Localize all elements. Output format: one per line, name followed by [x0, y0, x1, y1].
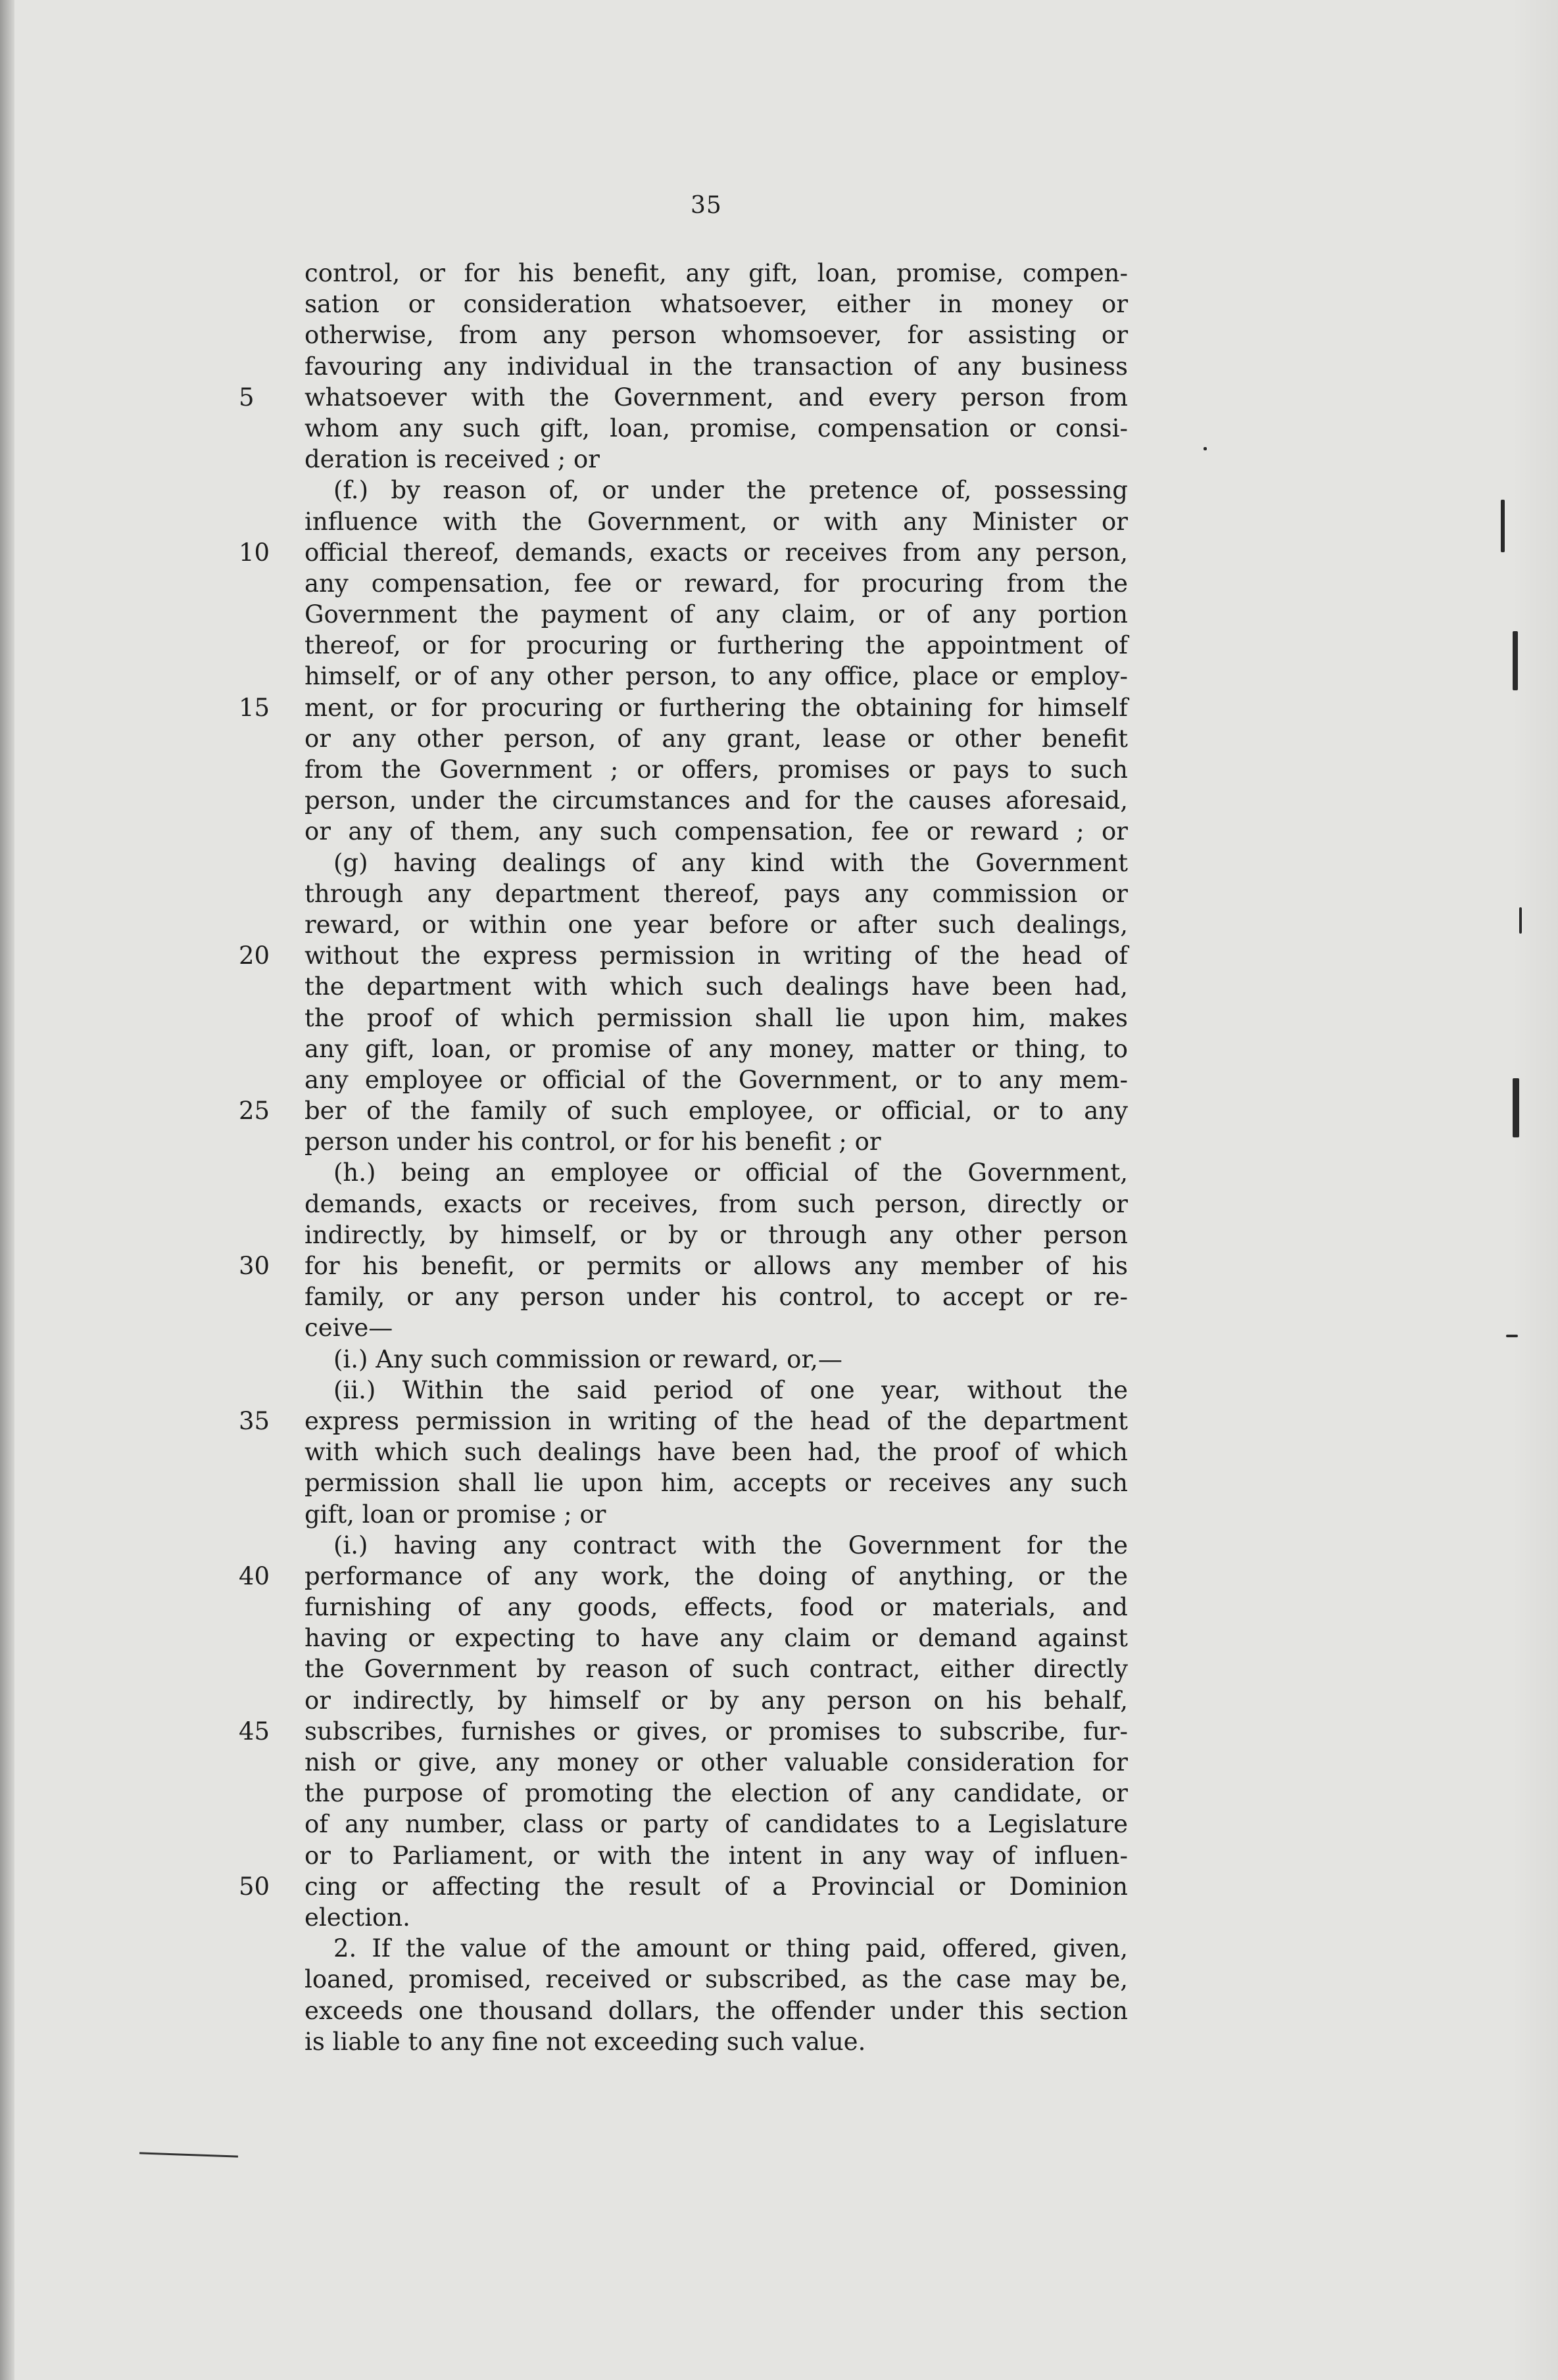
text-line: [304, 1530, 1128, 1561]
line-text: the purpose of promoting the election of any candidate, or: [304, 1779, 1128, 1808]
line-text: otherwise, from any person whomsoever, for assisting or: [304, 321, 1128, 350]
text-line: [304, 1840, 1128, 1871]
line-text: for his benefit, or permits or allows any member of his: [304, 1252, 1128, 1280]
text-line: [304, 289, 1128, 320]
text-line: [304, 1034, 1128, 1064]
line-text: favouring any individual in the transaction of any business: [304, 352, 1128, 381]
text-line: [304, 1964, 1128, 1995]
text-line: [304, 1467, 1128, 1498]
line-text: furnishing of any goods, effects, food or materials, and: [304, 1593, 1128, 1622]
line-text: whom any such gift, loan, promise, compensation or consi-: [304, 414, 1128, 442]
scan-speck: [1513, 631, 1518, 690]
text-line: [304, 878, 1128, 909]
line-number: 25: [239, 1097, 270, 1126]
page-number: 35: [691, 192, 722, 219]
line-text: (h.) being an employee or official of the Government,: [333, 1158, 1128, 1187]
text-line: [304, 1220, 1128, 1250]
line-text: or any of them, any such compensation, fee or reward ; or: [304, 817, 1128, 846]
line-text: ceive—: [304, 1314, 393, 1343]
line-text: the department with which such dealings have been had,: [304, 972, 1128, 1001]
scan-speck: [1501, 500, 1505, 552]
line-text: is liable to any fine not exceeding such value.: [304, 2027, 866, 2056]
text-line: [239, 1871, 1128, 1902]
text-line: [304, 1281, 1128, 1312]
text-line: [304, 599, 1128, 630]
line-text: ment, or for procuring or furthering the obtaining for himself: [304, 693, 1128, 722]
line-text: indirectly, by himself, or by or through any other person: [304, 1220, 1128, 1249]
line-text: reward, or within one year before or after such dealings,: [304, 910, 1128, 939]
line-text: person under his control, or for his benefit ; or: [304, 1128, 881, 1156]
line-number: 40: [239, 1561, 270, 1590]
scan-right-margin: [1512, 0, 1558, 2380]
line-text: (i.) having any contract with the Government for the: [333, 1531, 1128, 1559]
text-line: [304, 1312, 1128, 1343]
text-line: [304, 1437, 1128, 1467]
line-text: express permission in writing of the head of the department: [304, 1406, 1128, 1435]
line-number: 50: [239, 1872, 270, 1901]
line-text: or to Parliament, or with the intent in any way of influen-: [304, 1841, 1128, 1870]
line-text: (g) having dealings of any kind with the Government: [333, 848, 1128, 877]
line-number: 20: [239, 941, 270, 970]
line-number: 15: [239, 693, 270, 722]
scan-speck: [1519, 907, 1522, 934]
line-text: influence with the Government, or with any Minister or: [304, 507, 1128, 536]
line-text: subscribes, furnishes or gives, or promises to subscribe, fur-: [304, 1717, 1128, 1746]
text-line: [304, 568, 1128, 599]
line-text: from the Government ; or offers, promises or pays to such: [304, 755, 1128, 784]
text-line: [304, 1344, 1128, 1375]
line-number: 45: [239, 1717, 270, 1746]
scan-speck: [1506, 1335, 1518, 1337]
text-line: [239, 692, 1128, 723]
line-text: exceeds one thousand dollars, the offender under this section: [304, 1996, 1128, 2025]
text-line: [239, 940, 1128, 971]
line-text: himself, or of any other person, to any office, place or employ-: [304, 662, 1128, 691]
line-text: official thereof, demands, exacts or receives from any person,: [304, 538, 1128, 567]
text-line: [239, 1406, 1128, 1437]
text-line: [304, 816, 1128, 847]
line-text: (i.) Any such commission or reward, or,—: [333, 1345, 842, 1373]
text-line: [239, 1095, 1128, 1126]
text-line: [304, 1189, 1128, 1220]
text-line: [304, 785, 1128, 816]
text-line: [304, 2026, 1128, 2057]
line-text: nish or give, any money or other valuable consideration for: [304, 1748, 1128, 1776]
text-line: [304, 1654, 1128, 1684]
line-text: sation or consideration whatsoever, either in money or: [304, 290, 1128, 319]
text-line: [239, 1250, 1128, 1281]
text-line: [304, 1902, 1128, 1933]
line-text: thereof, or for procuring or furthering the appointment of: [304, 631, 1128, 660]
text-line: [304, 413, 1128, 444]
line-text: with which such dealings have been had, the proof of which: [304, 1438, 1128, 1467]
scan-edge-shadow: [0, 0, 14, 2380]
text-line: [304, 630, 1128, 661]
text-line: [304, 1747, 1128, 1778]
line-text: control, or for his benefit, any gift, loan, promise, compen-: [304, 259, 1128, 287]
text-line: [304, 1064, 1128, 1095]
line-text: without the express permission in writing of the head of: [304, 941, 1128, 970]
line-text: any employee or official of the Government, or to any mem-: [304, 1065, 1128, 1094]
text-line: [304, 723, 1128, 754]
scan-speck: [1513, 1078, 1519, 1137]
line-text: permission shall lie upon him, accepts or receives any such: [304, 1469, 1128, 1498]
text-line: [304, 1126, 1128, 1157]
text-line: [304, 1933, 1128, 1964]
line-text: the Government by reason of such contract, either directly: [304, 1655, 1128, 1684]
text-line: [304, 909, 1128, 940]
text-line: [304, 1623, 1128, 1654]
line-text: family, or any person under his control, to accept or re-: [304, 1283, 1128, 1312]
text-line: [304, 506, 1128, 537]
text-line: [304, 258, 1128, 289]
text-line: [304, 847, 1128, 878]
line-text: any gift, loan, or promise of any money, matter or thing, to: [304, 1034, 1128, 1063]
line-text: having or expecting to have any claim or demand against: [304, 1624, 1128, 1653]
text-line: [304, 754, 1128, 785]
line-number: 30: [239, 1252, 270, 1280]
margin-dash-mark: [139, 2152, 238, 2157]
text-line: [304, 1375, 1128, 1406]
line-text: deration is received ; or: [304, 445, 600, 474]
body-text: [239, 258, 1128, 2057]
text-line: [304, 1499, 1128, 1530]
scan-speck: [1204, 447, 1207, 450]
text-line: [304, 1157, 1128, 1188]
text-line: [304, 1778, 1128, 1809]
text-line: [304, 1003, 1128, 1034]
text-line: [304, 320, 1128, 350]
text-line: [304, 1685, 1128, 1716]
line-text: or any other person, of any grant, lease or other benefit: [304, 724, 1128, 753]
line-text: ber of the family of such employee, or official, or to any: [304, 1097, 1128, 1126]
text-line: [239, 382, 1128, 413]
text-line: [239, 1716, 1128, 1747]
text-line: [239, 1561, 1128, 1592]
text-line: [304, 475, 1128, 506]
line-text: or indirectly, by himself or by any person on his behalf,: [304, 1686, 1128, 1715]
text-line: [304, 661, 1128, 692]
line-text: cing or affecting the result of a Provincial or Dominion: [304, 1872, 1128, 1901]
line-text: gift, loan or promise ; or: [304, 1500, 606, 1529]
line-text: whatsoever with the Government, and every person from: [304, 383, 1128, 412]
text-line: [304, 971, 1128, 1002]
text-line: [304, 1809, 1128, 1840]
line-text: election.: [304, 1903, 410, 1932]
text-line: [304, 1592, 1128, 1623]
line-text: the proof of which permission shall lie upon him, makes: [304, 1003, 1128, 1032]
line-number: 5: [239, 383, 255, 412]
line-text: (f.) by reason of, or under the pretence of, possessing: [333, 476, 1128, 505]
line-text: person, under the circumstances and for the causes aforesaid,: [304, 786, 1128, 815]
line-text: loaned, promised, received or subscribed, as the case may be,: [304, 1965, 1128, 1994]
line-number: 10: [239, 538, 270, 567]
line-text: performance of any work, the doing of anything, or the: [304, 1561, 1128, 1590]
line-text: of any number, class or party of candidates to a Legislature: [304, 1810, 1128, 1839]
line-text: demands, exacts or receives, from such person, directly or: [304, 1189, 1128, 1218]
text-line: [239, 537, 1128, 568]
line-text: Government the payment of any claim, or of any portion: [304, 600, 1128, 629]
text-line: [304, 444, 1128, 475]
line-number: 35: [239, 1406, 270, 1435]
line-text: 2. If the value of the amount or thing paid, offered, given,: [333, 1934, 1128, 1963]
text-line: [304, 1995, 1128, 2026]
line-text: through any department thereof, pays any commission or: [304, 879, 1128, 908]
text-line: [304, 351, 1128, 382]
line-text: any compensation, fee or reward, for procuring from the: [304, 569, 1128, 598]
line-text: (ii.) Within the said period of one year, without the: [333, 1375, 1128, 1404]
